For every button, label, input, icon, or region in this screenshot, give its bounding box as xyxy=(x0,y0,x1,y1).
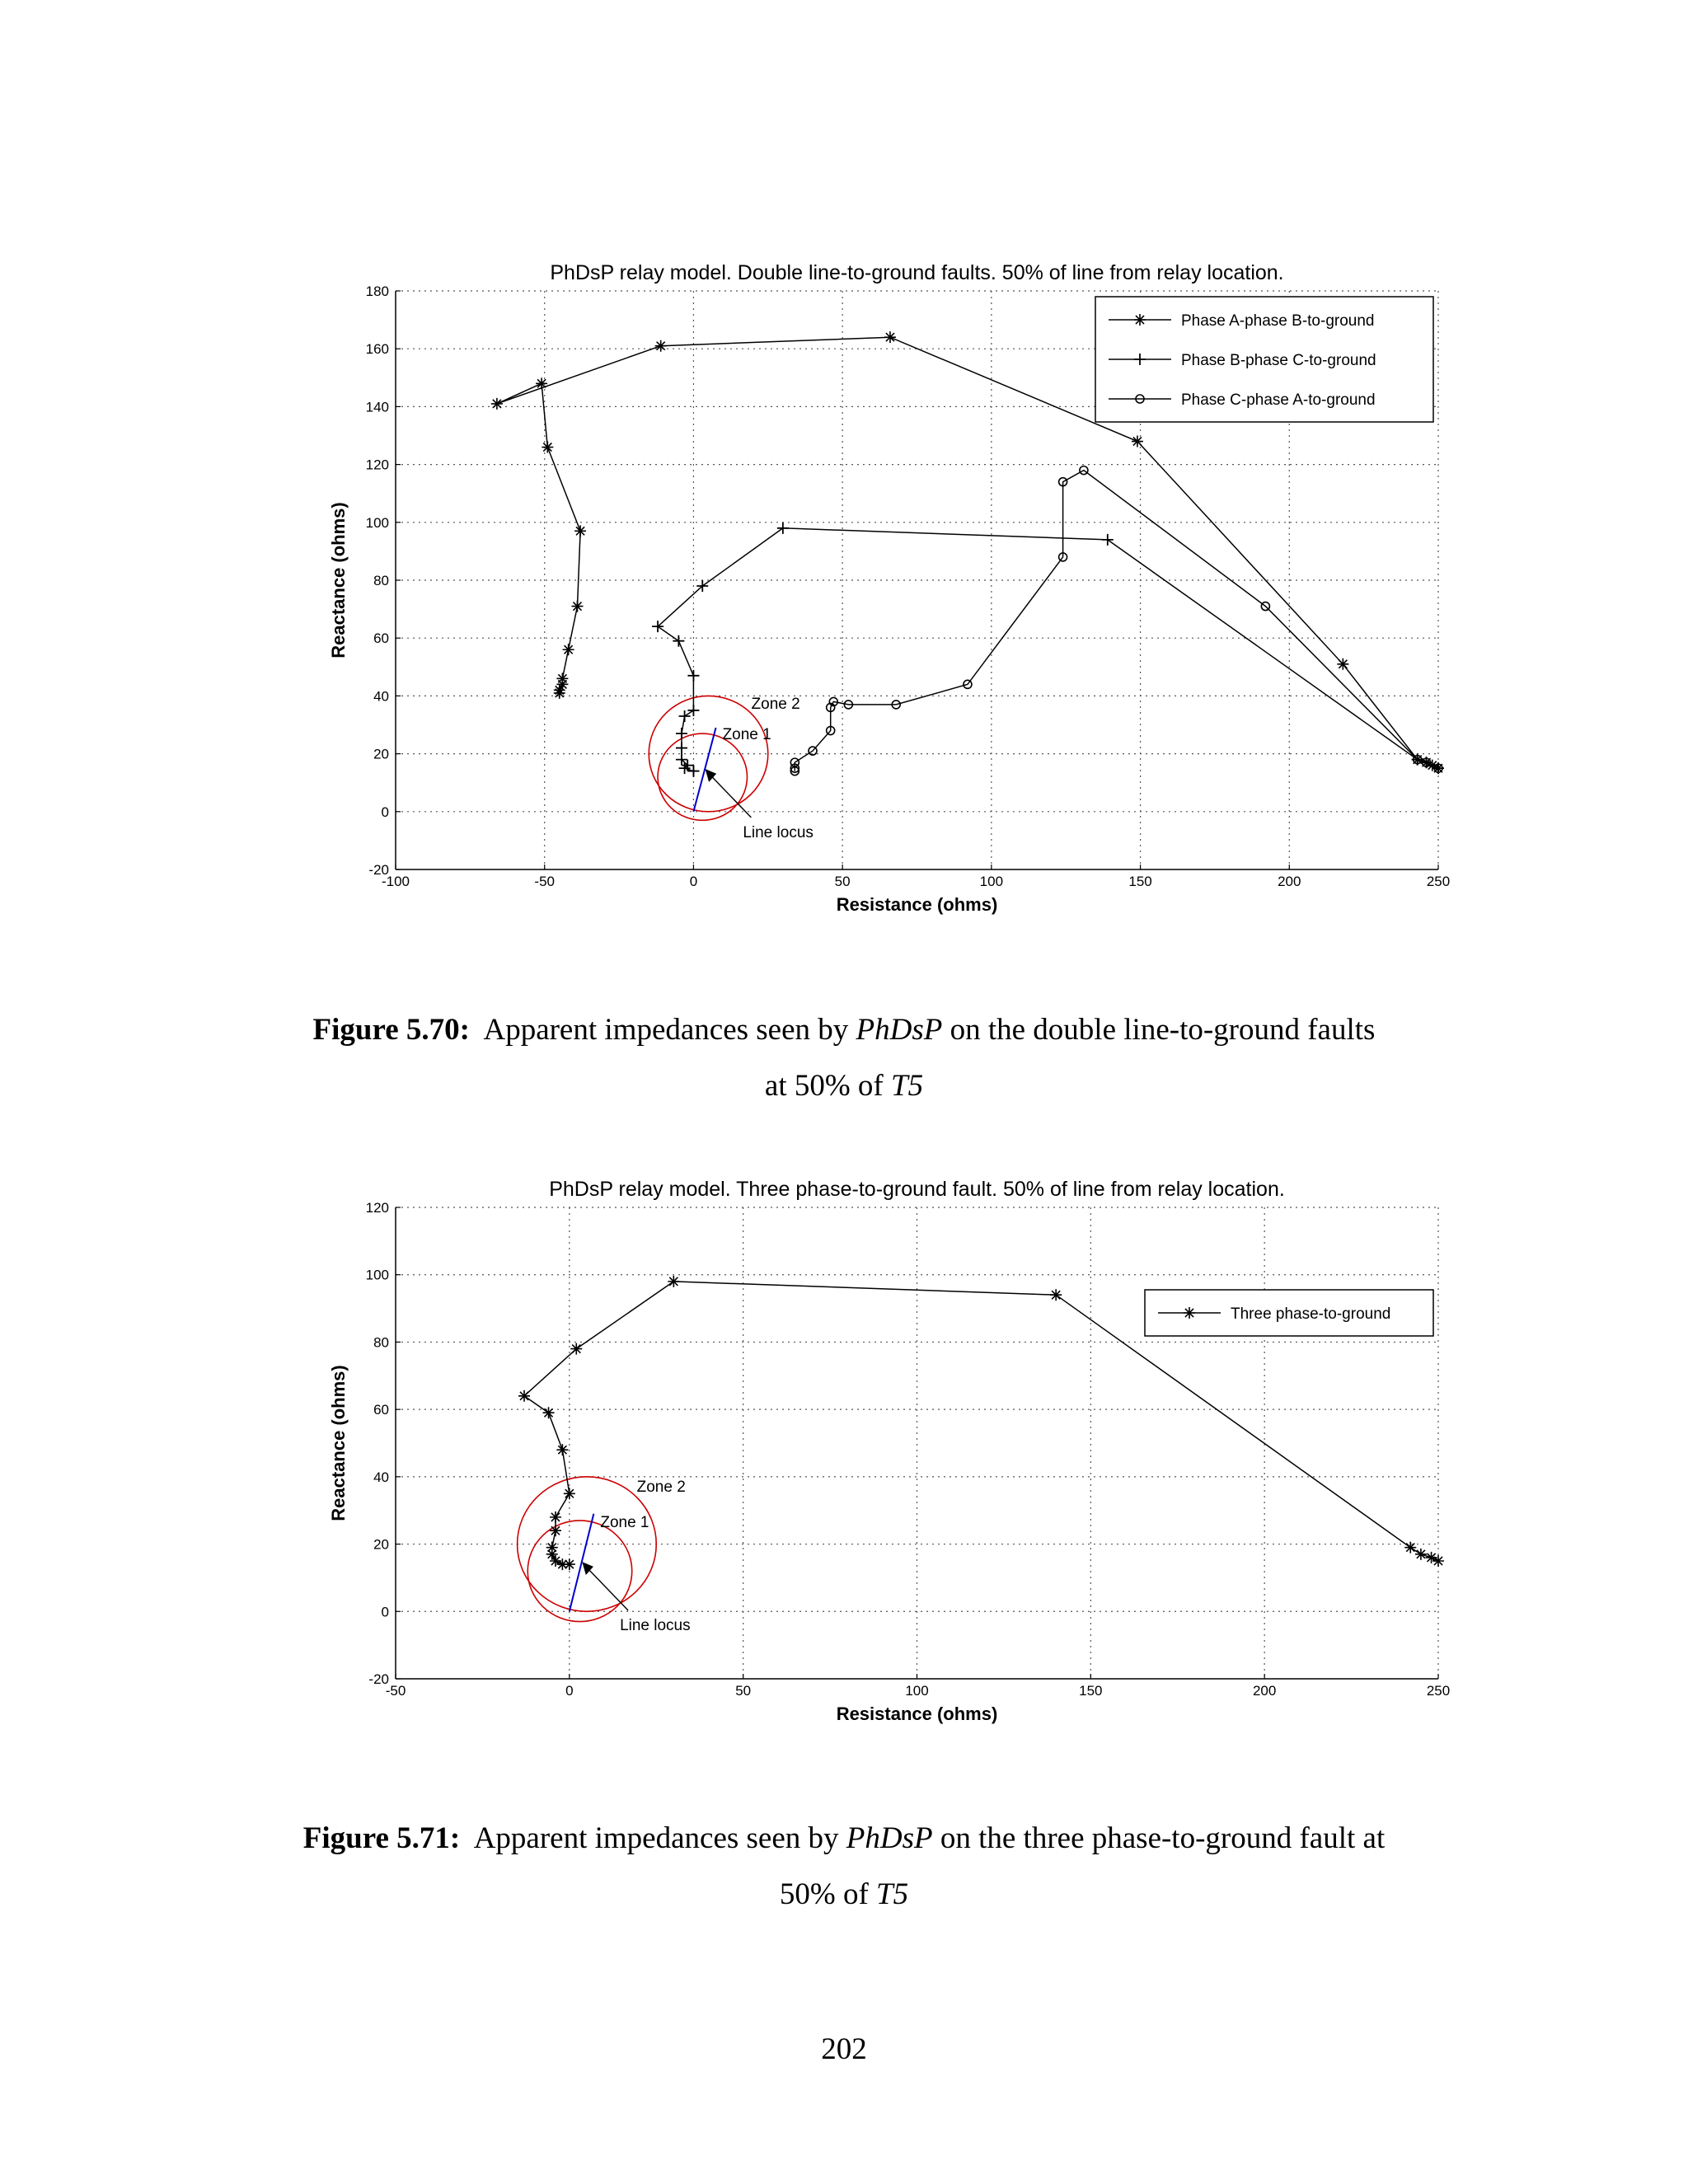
y-tick-label: 80 xyxy=(373,573,389,588)
x-tick-label: 50 xyxy=(834,874,851,889)
data-point xyxy=(536,377,547,389)
data-point xyxy=(884,331,896,343)
caption-italic: T5 xyxy=(891,1069,924,1103)
data-point xyxy=(676,743,687,754)
zone-2-label: Zone 2 xyxy=(636,1478,686,1496)
chart-title: PhDsP relay model. Double line-to-ground faults. 50% of line from relay location. xyxy=(550,261,1284,284)
line-locus-pointer xyxy=(586,1567,628,1610)
x-tick-label: 150 xyxy=(1128,874,1152,889)
data-point xyxy=(1050,1289,1062,1301)
caption-text: at 50% of xyxy=(764,1069,892,1103)
line-locus xyxy=(693,728,715,812)
x-axis-label: Resistance (ohms) xyxy=(836,894,998,915)
chart-title: PhDsP relay model. Three phase-to-ground fault. 50% of line from relay location. xyxy=(549,1178,1285,1201)
data-series xyxy=(790,466,1442,776)
y-tick-label: 60 xyxy=(373,630,389,647)
data-point xyxy=(518,1390,530,1402)
data-point xyxy=(679,762,691,774)
zone-2-label: Zone 2 xyxy=(751,695,800,713)
data-point xyxy=(1134,314,1146,326)
data-point xyxy=(1132,436,1143,448)
data-point xyxy=(676,728,687,739)
x-tick-label: 100 xyxy=(905,1683,929,1699)
y-tick-label: -20 xyxy=(368,1671,389,1687)
data-point xyxy=(542,442,553,453)
data-point xyxy=(1184,1307,1195,1319)
legend xyxy=(1145,1290,1433,1336)
legend-label: Phase A-phase B-to-ground xyxy=(1181,312,1375,330)
chart-three-phase-to-ground xyxy=(0,1170,1688,1764)
x-tick-label: 250 xyxy=(1426,1683,1451,1699)
line-locus-label: Line locus xyxy=(743,823,814,841)
data-point xyxy=(543,1407,555,1418)
caption-text: on the three phase-to-ground fault at xyxy=(932,1821,1386,1855)
x-tick-label: 0 xyxy=(689,874,698,889)
figure-caption-5-70 xyxy=(0,1002,1688,1114)
caption-text: Apparent impedances seen by xyxy=(483,1013,856,1047)
x-tick-label: 100 xyxy=(979,874,1004,889)
chart-double-line-to-ground xyxy=(0,247,1688,931)
y-tick-label: 40 xyxy=(373,1469,389,1485)
caption-text: on the double line-to-ground faults xyxy=(942,1013,1376,1047)
y-tick-label: 60 xyxy=(373,1402,389,1418)
x-tick-label: -50 xyxy=(534,874,556,889)
x-tick-label: 50 xyxy=(735,1683,752,1699)
data-point xyxy=(1337,658,1348,670)
y-axis-label: Reactance (ohms) xyxy=(328,1365,349,1521)
line-locus xyxy=(570,1514,594,1611)
y-tick-label: 0 xyxy=(381,804,389,820)
data-point xyxy=(687,766,699,777)
caption-text: Apparent impedances seen by xyxy=(473,1821,846,1855)
legend-label: Phase B-phase C-to-ground xyxy=(1181,352,1376,369)
data-point xyxy=(687,670,699,682)
data-point xyxy=(564,1488,575,1499)
x-tick-label: 250 xyxy=(1426,874,1451,889)
y-tick-label: 80 xyxy=(373,1334,389,1351)
data-point xyxy=(1404,1542,1416,1554)
y-tick-label: 140 xyxy=(365,399,389,415)
figure-label: Figure 5.71: xyxy=(302,1821,461,1855)
data-point xyxy=(556,1444,568,1455)
data-point xyxy=(574,525,586,537)
y-axis-label: Reactance (ohms) xyxy=(328,502,349,658)
figure-caption-5-71 xyxy=(0,1811,1688,1923)
legend-label: Phase C-phase A-to-ground xyxy=(1181,391,1376,409)
x-tick-label: -50 xyxy=(385,1683,406,1699)
series-line xyxy=(658,528,1438,771)
x-tick-label: 200 xyxy=(1252,1683,1277,1699)
x-tick-label: 150 xyxy=(1079,1683,1103,1699)
y-tick-label: 160 xyxy=(365,341,389,358)
y-tick-label: 40 xyxy=(373,688,389,705)
caption-italic: PhDsP xyxy=(846,1821,933,1855)
legend xyxy=(1095,297,1433,422)
x-tick-label: 200 xyxy=(1278,874,1301,889)
data-point xyxy=(1102,534,1114,546)
series-line xyxy=(795,471,1438,771)
data-point xyxy=(550,1525,561,1536)
caption-italic: PhDsP xyxy=(856,1013,943,1047)
caption-italic: T5 xyxy=(876,1877,909,1911)
zone-1-label: Zone 1 xyxy=(722,726,771,744)
data-point xyxy=(1415,1549,1427,1560)
page-number: 202 xyxy=(821,2032,867,2066)
data-point xyxy=(556,673,568,684)
data-point xyxy=(679,710,691,722)
x-tick-label: -100 xyxy=(381,874,410,889)
data-point xyxy=(546,1542,558,1554)
y-tick-label: 20 xyxy=(373,1536,389,1553)
y-tick-label: 0 xyxy=(381,1604,389,1620)
data-point xyxy=(571,601,583,612)
data-point xyxy=(655,340,667,352)
data-point xyxy=(1432,1555,1444,1567)
y-tick-label: 20 xyxy=(373,746,389,762)
data-point xyxy=(668,1276,679,1287)
x-tick-label: 0 xyxy=(565,1683,574,1699)
y-tick-label: 100 xyxy=(365,514,389,531)
data-point xyxy=(777,523,789,534)
figure-label: Figure 5.70: xyxy=(312,1013,470,1047)
legend-label: Three phase-to-ground xyxy=(1231,1305,1391,1323)
data-point xyxy=(673,635,684,647)
x-axis-label: Resistance (ohms) xyxy=(836,1704,998,1724)
caption-text: 50% of xyxy=(779,1877,877,1911)
y-tick-label: 100 xyxy=(365,1267,389,1283)
data-point xyxy=(570,1343,582,1355)
data-point xyxy=(563,644,574,655)
y-tick-label: 120 xyxy=(365,457,389,473)
data-point xyxy=(491,398,503,410)
zone-1-label: Zone 1 xyxy=(600,1514,649,1532)
y-tick-label: -20 xyxy=(368,862,389,878)
y-tick-label: 180 xyxy=(365,284,389,299)
line-locus-label: Line locus xyxy=(620,1617,691,1635)
data-point xyxy=(687,705,699,716)
data-point xyxy=(550,1511,561,1523)
y-tick-label: 120 xyxy=(365,1200,389,1216)
